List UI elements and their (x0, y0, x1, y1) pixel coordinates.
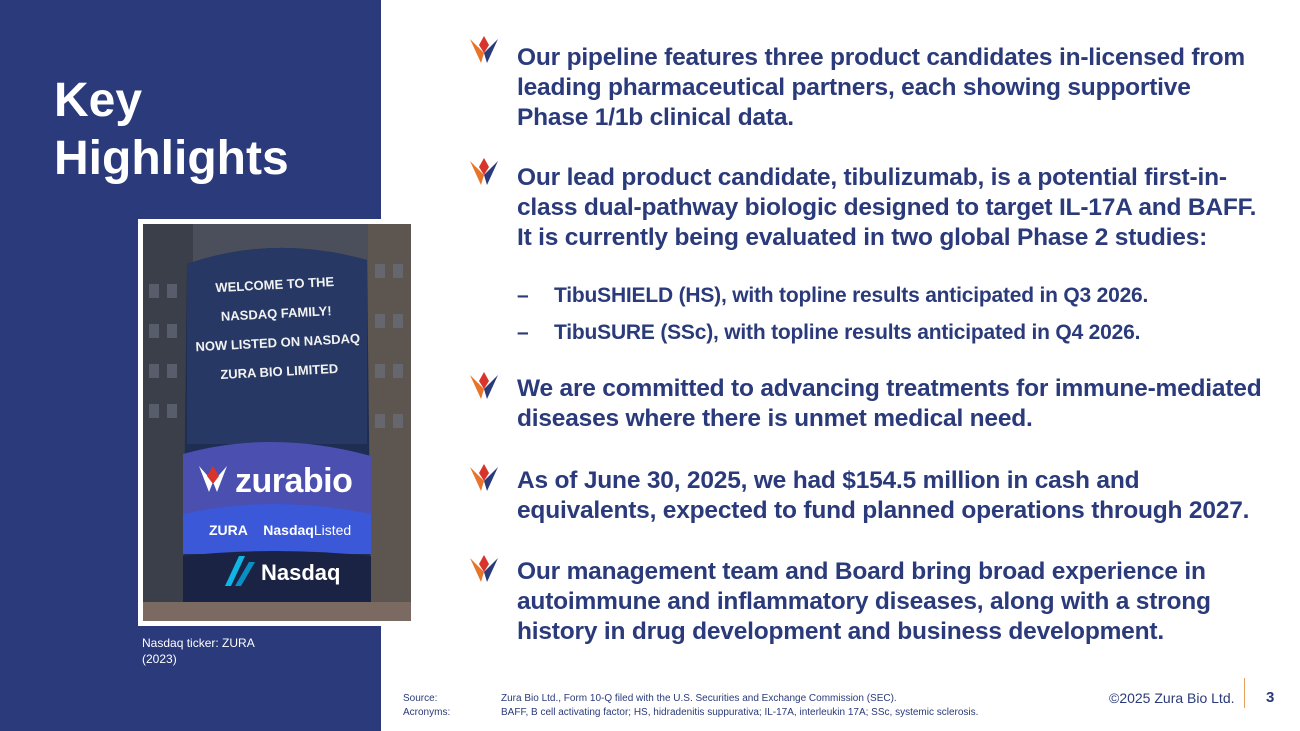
photo-caption (142, 635, 342, 667)
zura-chevron-icon (468, 158, 500, 188)
nasdaq-photo (143, 224, 411, 621)
screen-line-family: NASDAQ FAMILY! (220, 303, 332, 324)
tower-exchange-name: Nasdaq (261, 560, 341, 585)
highlight-text: As of June 30, 2025, we had $154.5 million in cash and equivalents, expected to fund planned operations through 2027. (517, 467, 1250, 524)
subitem (468, 318, 1268, 348)
tower-listed-prefix: Nasdaq (263, 522, 314, 538)
acronyms-label: Acronyms: (403, 707, 451, 718)
zura-chevron-icon (468, 372, 500, 402)
highlight-item (468, 555, 1268, 647)
highlight-text: Our management team and Board bring broad experience in autoimmune and inflammatory diseases, along with a strong history in drug development and business development. (517, 558, 1211, 645)
subitem-text: TibuSURE (SSc), with topline results anticipated in Q4 2026. (554, 321, 1141, 344)
acronyms-text: BAFF, B cell activating factor; HS, hidradenitis suppurativa; IL-17A, interleukin 17A; SSc, systemic sclerosis. (501, 707, 979, 718)
tower-listed-line (209, 522, 351, 538)
highlights-list (468, 36, 1268, 647)
screen-line-listed: NOW LISTED ON NASDAQ (195, 330, 361, 355)
subitem-dash: – (517, 321, 529, 344)
screen-line-welcome: WELCOME TO THE (214, 273, 335, 296)
highlight-text: Our lead product candidate, tibulizumab, is a potential first-in-class dual-pathway biologic designed to target IL-17A and BAFF. It is currently being evaluated in two global Phase 2 studies: (517, 164, 1257, 251)
highlight-item (468, 36, 1268, 131)
highlight-item (468, 372, 1268, 434)
slide-title: Key Highlights (54, 74, 289, 185)
photo-caption-year: (2023) (142, 652, 177, 666)
footer-divider (1244, 678, 1245, 708)
source-label: Source: (403, 693, 438, 704)
tower-screen-text (184, 265, 370, 390)
subitem-dash: – (517, 284, 529, 307)
tower-listed-suffix: Listed (313, 522, 352, 538)
highlight-item (468, 158, 1268, 279)
footer-values (501, 692, 978, 720)
page-number: 3 (1266, 689, 1275, 706)
nasdaq-photo-frame (138, 219, 416, 626)
zura-chevron-icon (468, 36, 500, 66)
copyright: ©2025 Zura Bio Ltd. (1109, 690, 1235, 706)
highlight-item (468, 464, 1268, 526)
highlight-text: We are committed to advancing treatments for immune-mediated diseases where there is unmet medical need. (517, 375, 1262, 432)
screen-line-company: ZURA BIO LIMITED (219, 360, 339, 383)
source-text: Zura Bio Ltd., Form 10-Q filed with the U.S. Securities and Exchange Commission (SEC). (501, 693, 897, 704)
zura-chevron-icon (468, 464, 500, 494)
subitem-text: TibuSHIELD (HS), with topline results anticipated in Q3 2026. (554, 284, 1149, 307)
highlight-text: Our pipeline features three product candidates in-licensed from leading pharmaceutical partners, each showing supportive Phase 1/1b clinical data. (517, 44, 1245, 131)
footer-labels (403, 692, 450, 720)
tower-brand-wordmark: zurabio (235, 462, 353, 500)
subitem (468, 281, 1268, 311)
photo-caption-ticker: Nasdaq ticker: ZURA (142, 636, 255, 650)
zura-chevron-icon (468, 555, 500, 585)
tower-ticker: ZURA (209, 522, 248, 538)
